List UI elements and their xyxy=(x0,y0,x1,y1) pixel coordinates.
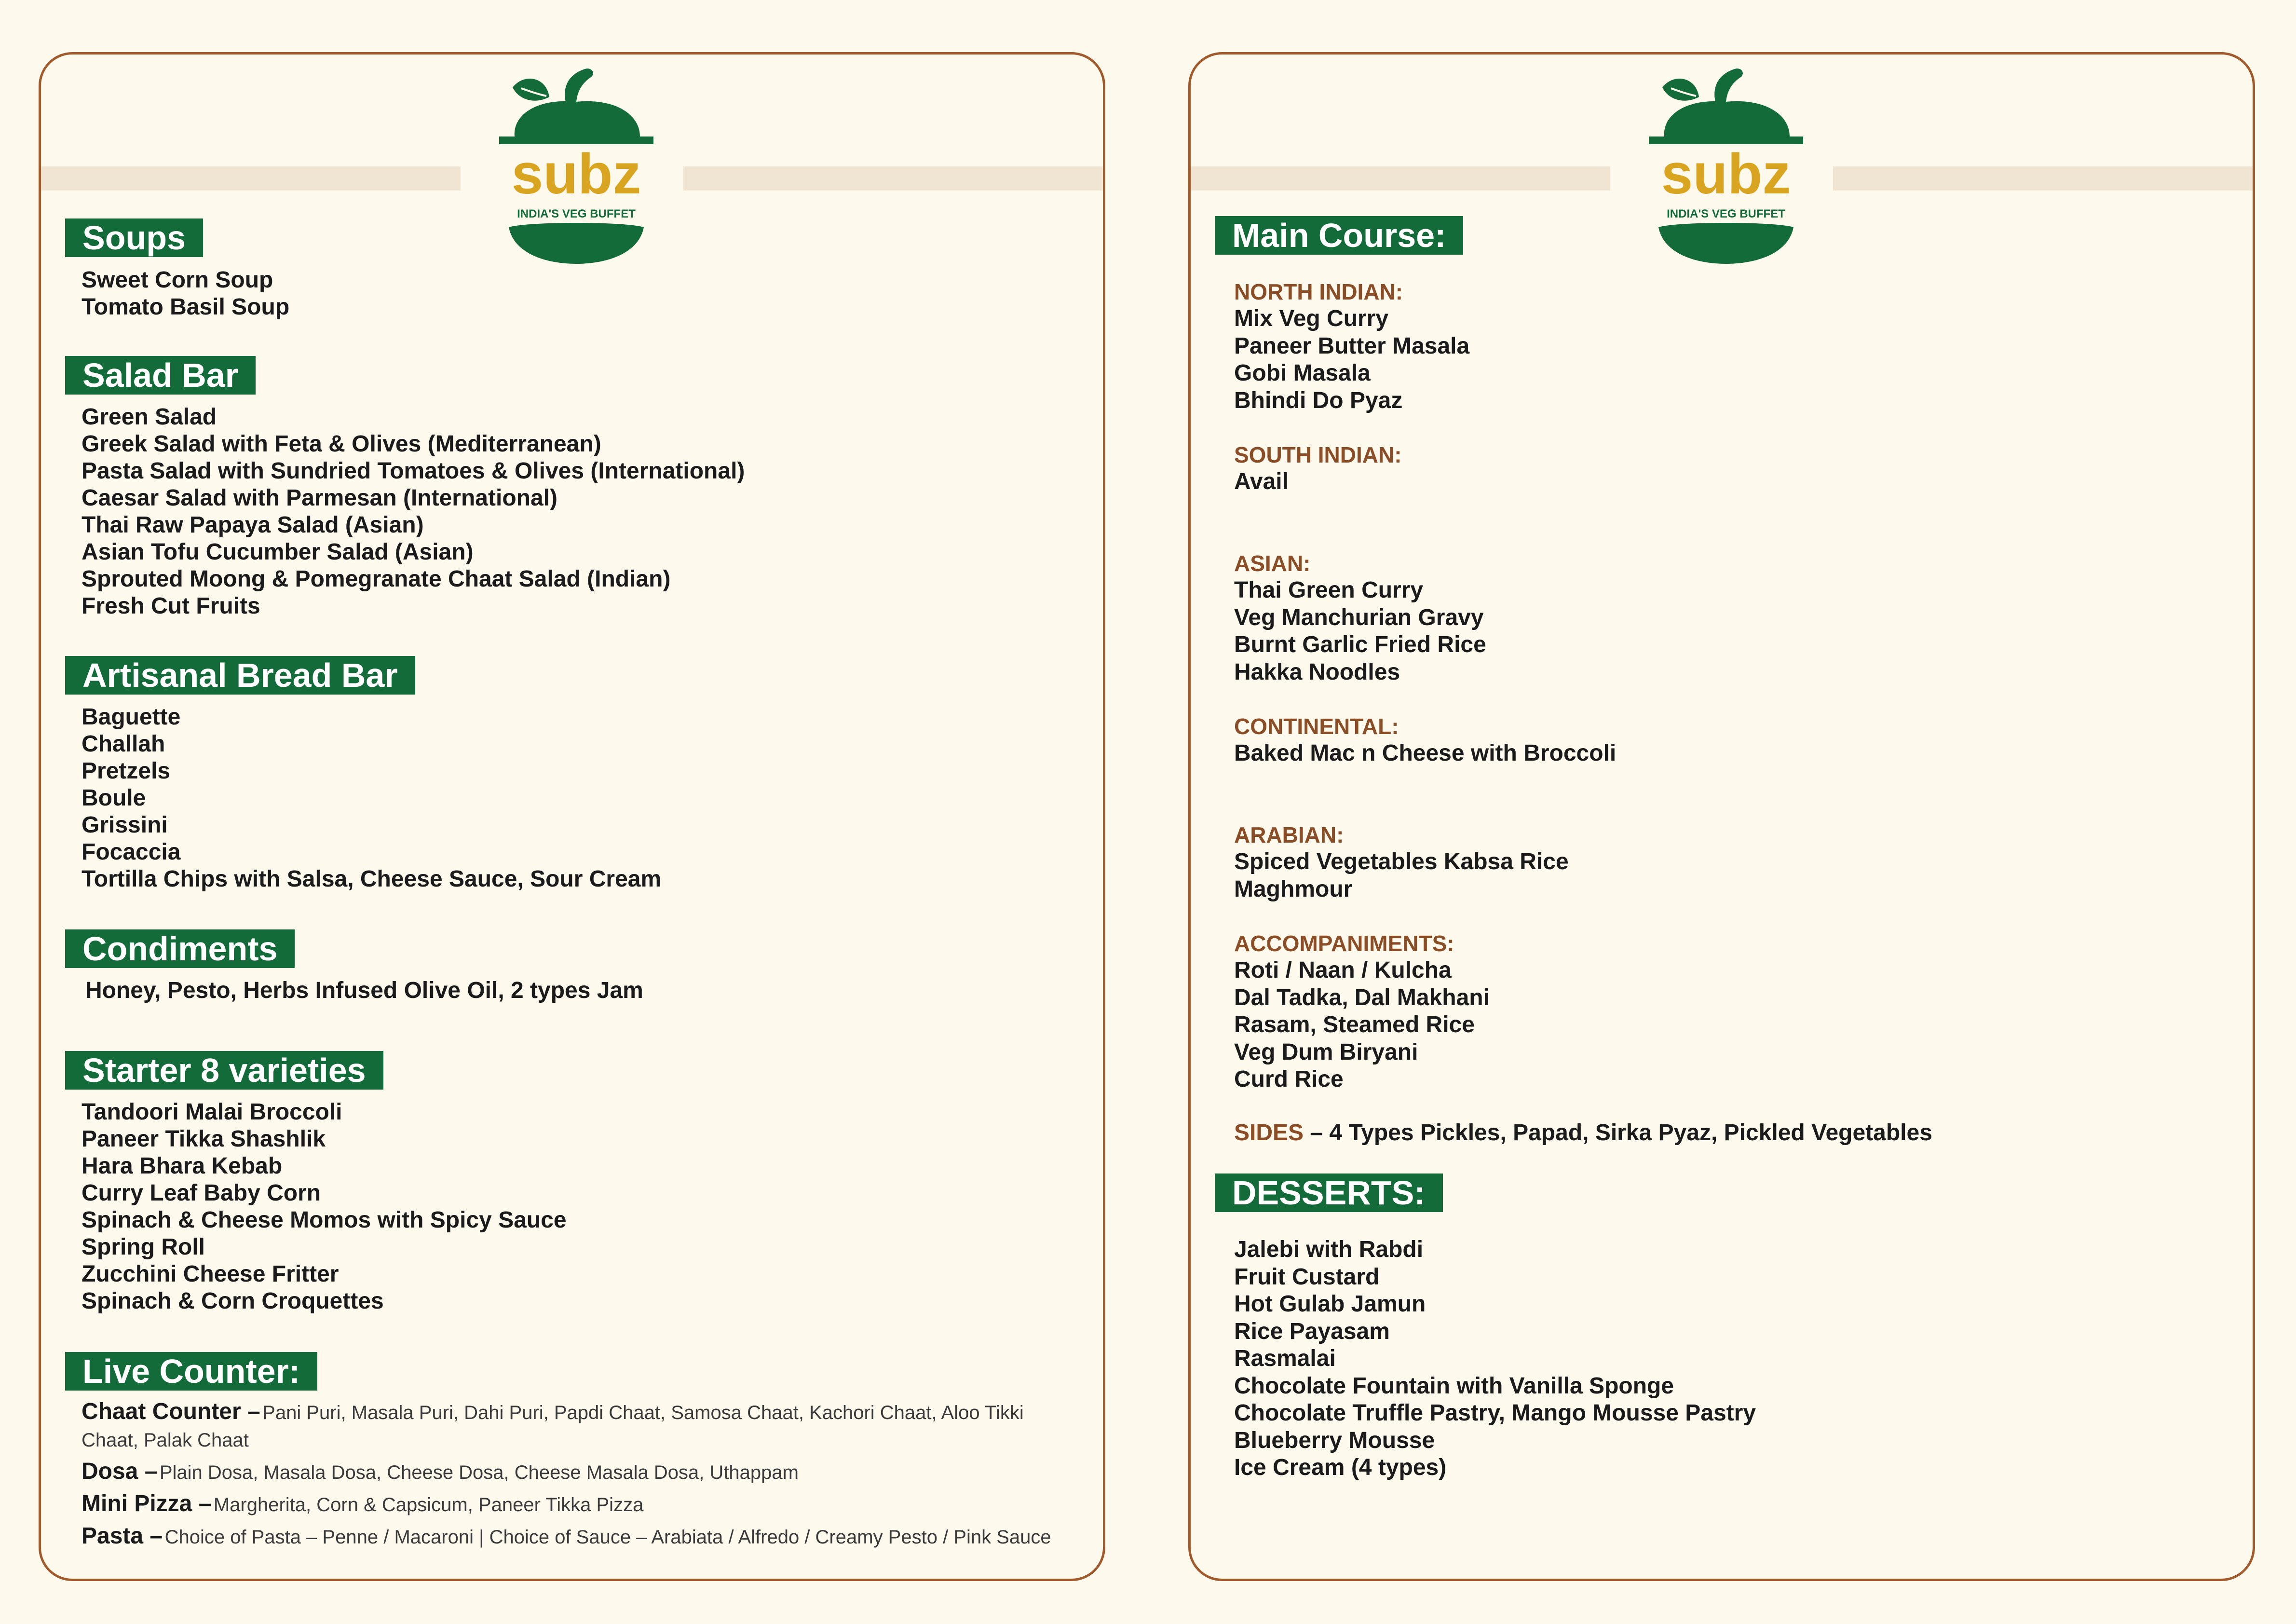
list-item: Blueberry Mousse xyxy=(1234,1427,1435,1453)
header-band-left xyxy=(1191,166,1610,191)
live-counter-item xyxy=(82,1525,1060,1553)
section-header-starters: Starter 8 varieties xyxy=(65,1051,383,1090)
list-item: Sweet Corn Soup xyxy=(82,267,273,293)
list-item: Sprouted Moong & Pomegranate Chaat Salad (Indian) xyxy=(82,566,671,592)
list-item: Mix Veg Curry xyxy=(1234,306,1389,331)
list-item: Tandoori Malai Broccoli xyxy=(82,1099,342,1125)
live-counter-name: Dosa – xyxy=(82,1459,158,1484)
live-counter-name: Mini Pizza – xyxy=(82,1491,212,1516)
list-item: Thai Green Curry xyxy=(1234,577,1424,603)
list-item: Veg Dum Biryani xyxy=(1234,1039,1418,1065)
soups-list xyxy=(82,267,289,321)
desserts-list xyxy=(1234,1236,1756,1482)
south-indian-list xyxy=(1234,468,1289,496)
menu-page-right xyxy=(1188,52,2255,1581)
section-header-desserts: DESSERTS: xyxy=(1215,1174,1443,1212)
list-item: Pasta Salad with Sundried Tomatoes & Olives (International) xyxy=(82,458,745,484)
list-item: Paneer Tikka Shashlik xyxy=(82,1126,326,1152)
list-item: Hot Gulab Jamun xyxy=(1234,1291,1426,1317)
list-item: Tomato Basil Soup xyxy=(82,294,290,320)
subhead-south-indian: SOUTH INDIAN: xyxy=(1234,442,1402,467)
north-indian-list xyxy=(1234,305,1469,414)
sides-text: – 4 Types Pickles, Papad, Sirka Pyaz, Pickled Vegetables xyxy=(1310,1120,1932,1146)
subhead-accompaniments: ACCOMPANIMENTS: xyxy=(1234,931,1454,956)
header-band-left xyxy=(41,166,461,191)
arabian-list xyxy=(1234,848,1569,903)
asian-list xyxy=(1234,577,1486,686)
list-item: Spinach & Corn Croquettes xyxy=(82,1288,384,1314)
logo-wordmark: subz xyxy=(511,142,641,206)
live-counter-desc: Margherita, Corn & Capsicum, Paneer Tikka Pizza xyxy=(213,1494,644,1515)
list-item: Curd Rice xyxy=(1234,1066,1344,1092)
list-item: Thai Raw Papaya Salad (Asian) xyxy=(82,512,424,538)
live-counter-item xyxy=(82,1460,1060,1488)
list-item: Hakka Noodles xyxy=(1234,659,1400,685)
list-item: Ice Cream (4 types) xyxy=(1234,1455,1447,1480)
list-item: Zucchini Cheese Fritter xyxy=(82,1261,339,1287)
list-item: Fresh Cut Fruits xyxy=(82,593,260,619)
live-counter-item xyxy=(82,1492,1060,1521)
list-item: Chocolate Fountain with Vanilla Sponge xyxy=(1234,1373,1674,1399)
section-header-live-counter: Live Counter: xyxy=(65,1352,317,1391)
bread-bar-list xyxy=(82,704,661,893)
section-header-condiments: Condiments xyxy=(65,929,295,968)
salad-bar-list xyxy=(82,404,745,620)
subhead-arabian: ARABIAN: xyxy=(1234,822,1344,847)
list-item: Asian Tofu Cucumber Salad (Asian) xyxy=(82,539,474,565)
list-item: Dal Tadka, Dal Makhani xyxy=(1234,984,1490,1010)
condiments-text: Honey, Pesto, Herbs Infused Olive Oil, 2 types Jam xyxy=(85,978,643,1003)
list-item: Boule xyxy=(82,785,146,811)
list-item: Burnt Garlic Fried Rice xyxy=(1234,632,1486,657)
section-header-main-course: Main Course: xyxy=(1215,216,1463,255)
list-item: Fruit Custard xyxy=(1234,1264,1380,1290)
list-item: Chocolate Truffle Pastry, Mango Mousse Pastry xyxy=(1234,1400,1756,1426)
live-counter-desc: Pani Puri, Masala Puri, Dahi Puri, Papdi Chaat, Samosa Chaat, Kachori Chaat, Aloo Tikki Chaat, Palak Chaat xyxy=(82,1402,1024,1451)
live-counter-name: Chaat Counter – xyxy=(82,1399,260,1424)
subhead-continental: CONTINENTAL: xyxy=(1234,714,1399,739)
list-item: Grissini xyxy=(82,812,168,838)
subz-logo xyxy=(1649,64,1803,267)
list-item: Rasmalai xyxy=(1234,1346,1336,1371)
list-item: Rasam, Steamed Rice xyxy=(1234,1012,1475,1037)
list-item: Baked Mac n Cheese with Broccoli xyxy=(1234,740,1617,766)
list-item: Pretzels xyxy=(82,758,171,784)
header-band-right xyxy=(1833,166,2253,191)
accompaniments-list xyxy=(1234,957,1490,1093)
section-header-salad-bar: Salad Bar xyxy=(65,356,256,395)
list-item: Paneer Butter Masala xyxy=(1234,333,1470,359)
sides-line xyxy=(1234,1119,1932,1146)
list-item: Bhindi Do Pyaz xyxy=(1234,387,1403,413)
live-counter-list xyxy=(82,1400,1060,1557)
live-counter-name: Pasta – xyxy=(82,1523,163,1549)
list-item: Curry Leaf Baby Corn xyxy=(82,1180,321,1206)
list-item: Green Salad xyxy=(82,404,217,430)
list-item: Challah xyxy=(82,731,165,757)
list-item: Spinach & Cheese Momos with Spicy Sauce xyxy=(82,1207,567,1233)
list-item: Tortilla Chips with Salsa, Cheese Sauce, Sour Cream xyxy=(82,866,662,892)
live-counter-desc: Choice of Pasta – Penne / Macaroni | Choice of Sauce – Arabiata / Alfredo / Creamy Pesto / Pink Sauce xyxy=(164,1527,1051,1548)
list-item: Spring Roll xyxy=(82,1234,205,1260)
list-item: Focaccia xyxy=(82,839,181,865)
starters-list xyxy=(82,1099,567,1315)
subz-logo xyxy=(499,64,653,267)
sides-label: SIDES xyxy=(1234,1120,1304,1146)
subhead-asian: ASIAN: xyxy=(1234,551,1311,576)
list-item: Hara Bhara Kebab xyxy=(82,1153,283,1179)
subhead-north-indian: NORTH INDIAN: xyxy=(1234,279,1403,304)
section-header-bread-bar: Artisanal Bread Bar xyxy=(65,656,415,695)
list-item: Baguette xyxy=(82,704,181,730)
logo-wordmark: subz xyxy=(1661,142,1791,206)
list-item: Veg Manchurian Gravy xyxy=(1234,604,1484,630)
continental-list xyxy=(1234,740,1616,767)
list-item: Spiced Vegetables Kabsa Rice xyxy=(1234,849,1569,874)
list-item: Greek Salad with Feta & Olives (Mediterranean) xyxy=(82,431,601,457)
section-header-soups: Soups xyxy=(65,218,203,257)
list-item: Avail xyxy=(1234,469,1289,494)
list-item: Roti / Naan / Kulcha xyxy=(1234,957,1452,983)
list-item: Gobi Masala xyxy=(1234,360,1371,386)
list-item: Rice Payasam xyxy=(1234,1318,1390,1344)
header-band-right xyxy=(683,166,1103,191)
logo-tagline: INDIA'S VEG BUFFET xyxy=(1667,207,1785,220)
live-counter-item xyxy=(82,1400,1060,1456)
list-item: Caesar Salad with Parmesan (International) xyxy=(82,485,557,511)
list-item: Jalebi with Rabdi xyxy=(1234,1237,1424,1262)
list-item: Maghmour xyxy=(1234,876,1353,902)
live-counter-desc: Plain Dosa, Masala Dosa, Cheese Dosa, Cheese Masala Dosa, Uthappam xyxy=(159,1462,799,1483)
menu-page-left xyxy=(39,52,1105,1581)
logo-tagline: INDIA'S VEG BUFFET xyxy=(517,207,636,220)
